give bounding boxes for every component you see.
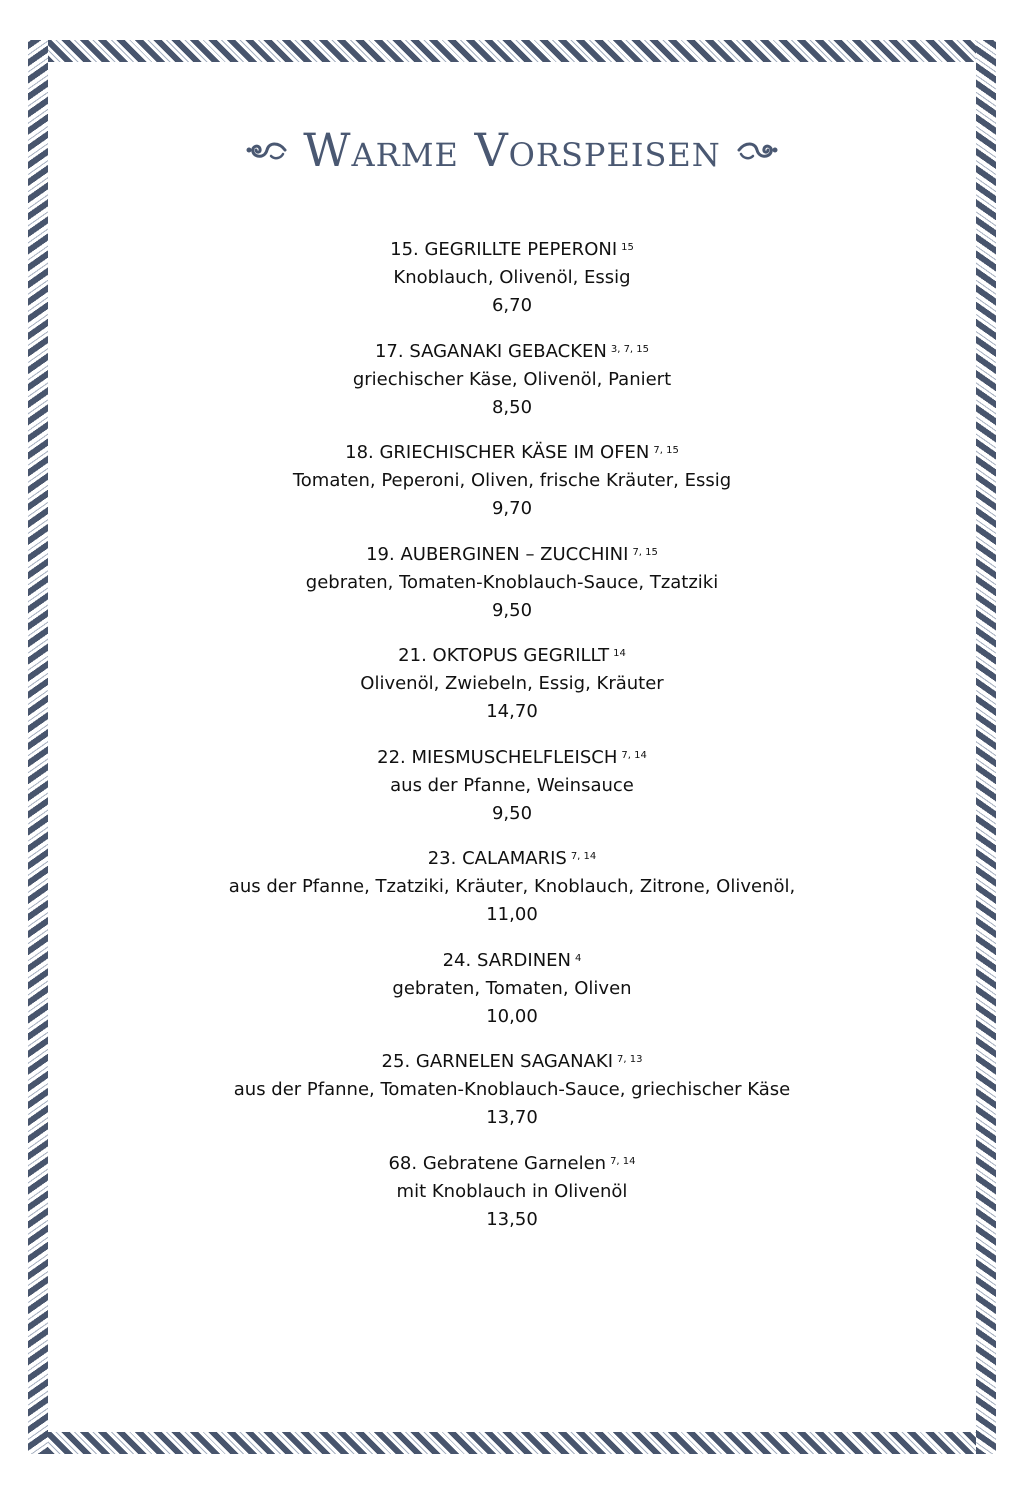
item-title-line	[60, 1150, 964, 1178]
item-description: gebraten, Tomaten, Oliven	[392, 977, 632, 999]
item-description: aus der Pfanne, Tzatziki, Kräuter, Knoblauch, Zitrone, Olivenöl,	[228, 876, 796, 897]
menu-item	[60, 338, 964, 440]
page-title: Warme Vorspeisen	[303, 123, 721, 177]
item-allergens: 7, 14	[621, 749, 647, 761]
item-price: 9,50	[491, 599, 533, 621]
item-price: 8,50	[491, 396, 533, 418]
item-name: 17. SAGANAKI GEBACKEN	[374, 340, 607, 362]
item-title-line	[60, 439, 964, 467]
menu-item	[60, 744, 964, 846]
item-title-line	[60, 1048, 964, 1076]
menu-item	[60, 642, 964, 744]
item-description: aus der Pfanne, Tomaten-Knoblauch-Sauce, griechischer Käse	[233, 1079, 791, 1100]
decorative-border-left	[28, 40, 48, 1454]
item-allergens: 7, 14	[570, 851, 597, 862]
item-allergens: 14	[613, 648, 626, 659]
item-price: 14,70	[486, 701, 538, 722]
decorative-border-right	[976, 40, 996, 1454]
item-name: 19. AUBERGINEN – ZUCCHINI	[366, 543, 629, 565]
item-name: 24. SARDINEN	[442, 949, 572, 971]
item-name: 68. Gebratene Garnelen	[388, 1152, 607, 1174]
item-title-line	[60, 744, 964, 772]
item-title-line	[60, 338, 964, 366]
menu-item	[60, 947, 964, 1049]
item-description: Tomaten, Peperoni, Oliven, frische Kräuter, Essig	[292, 470, 732, 491]
flourish-right-icon	[735, 138, 779, 162]
item-description: griechischer Käse, Olivenöl, Paniert	[352, 368, 672, 390]
decorative-border-top	[28, 40, 996, 62]
item-title-line	[60, 947, 964, 975]
item-allergens: 7, 15	[632, 546, 658, 558]
item-description: Knoblauch, Olivenöl, Essig	[393, 267, 631, 288]
item-price: 9,70	[491, 498, 533, 519]
item-name: 25. GARNELEN SAGANAKI	[381, 1051, 613, 1072]
menu-list	[60, 236, 964, 1251]
item-name: 23. CALAMARIS	[427, 848, 567, 869]
item-price: 13,70	[486, 1107, 538, 1128]
item-description: mit Knoblauch in Olivenöl	[396, 1180, 628, 1202]
menu-item	[60, 1048, 964, 1150]
item-description: aus der Pfanne, Weinsauce	[390, 774, 634, 796]
item-title-line	[60, 642, 964, 670]
item-price: 6,70	[491, 295, 533, 316]
item-title-line	[60, 236, 964, 264]
item-title-line	[60, 845, 964, 873]
item-price: 9,50	[491, 802, 533, 824]
flourish-left-icon	[245, 138, 289, 162]
item-allergens: 3, 7, 15	[610, 343, 650, 355]
item-allergens: 7, 14	[610, 1155, 636, 1167]
item-price: 10,00	[486, 1005, 538, 1027]
item-title-line	[60, 541, 964, 569]
menu-item	[60, 236, 964, 338]
page-header	[0, 120, 1024, 180]
decorative-border-bottom	[28, 1432, 996, 1454]
menu-item	[60, 439, 964, 541]
menu-item	[60, 1150, 964, 1252]
item-allergens: 7, 15	[653, 445, 679, 456]
item-description: gebraten, Tomaten-Knoblauch-Sauce, Tzatziki	[305, 571, 719, 593]
item-name: 22. MIESMUSCHELFLEISCH	[377, 746, 618, 768]
item-name: 18. GRIECHISCHER KÄSE IM OFEN	[345, 442, 650, 463]
item-allergens: 15	[621, 242, 634, 253]
item-price: 11,00	[486, 904, 538, 925]
menu-item	[60, 845, 964, 947]
item-description: Olivenöl, Zwiebeln, Essig, Kräuter	[360, 673, 664, 694]
item-price: 13,50	[486, 1208, 538, 1230]
item-name: 21. OKTOPUS GEGRILLT	[398, 645, 610, 666]
item-name: 15. GEGRILLTE PEPERONI	[390, 239, 618, 260]
menu-item	[60, 541, 964, 643]
item-allergens: 7, 13	[617, 1054, 643, 1065]
item-allergens: 4	[575, 952, 582, 964]
